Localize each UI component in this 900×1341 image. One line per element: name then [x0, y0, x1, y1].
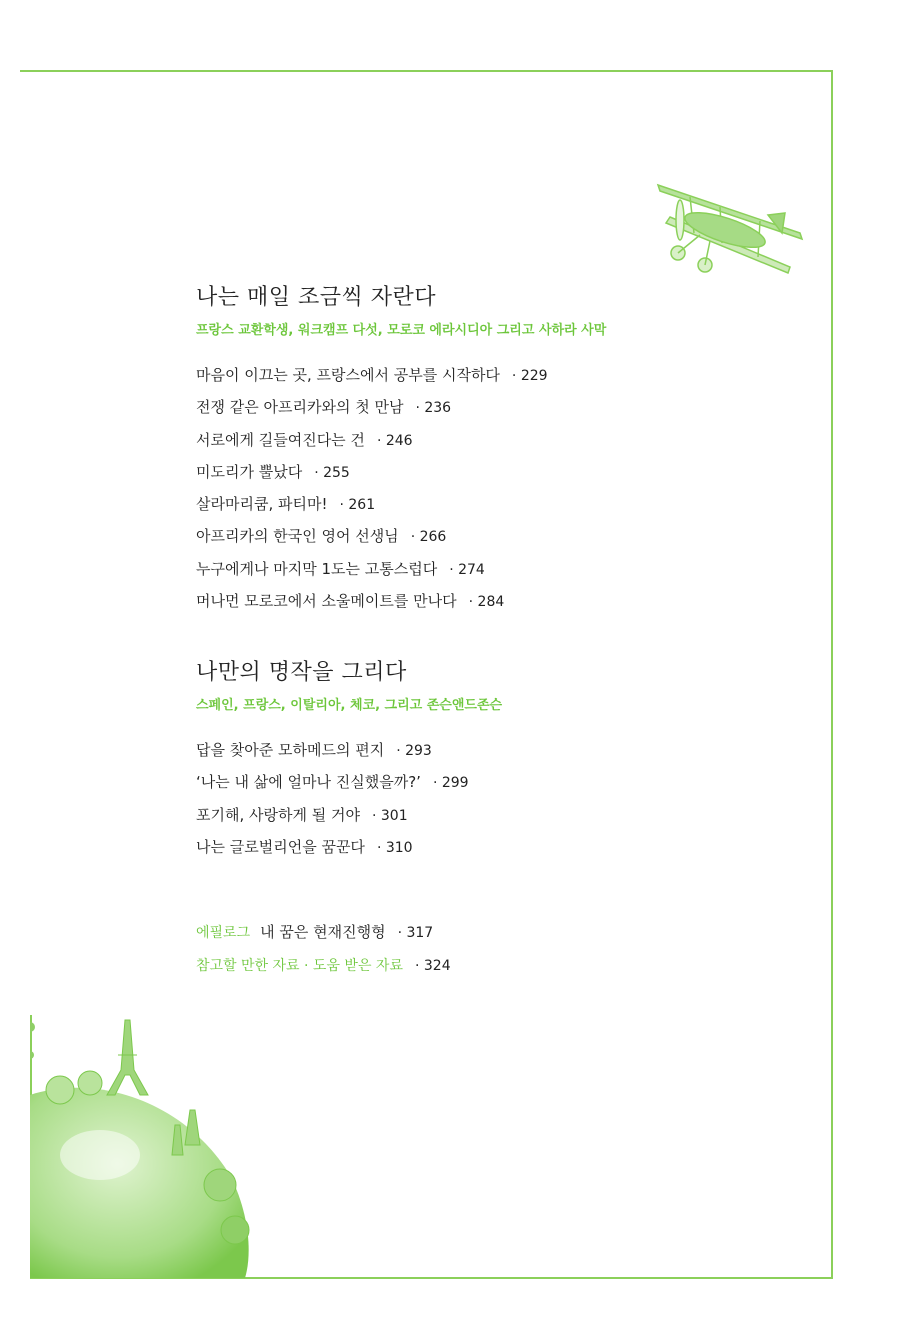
section-subtitle: 프랑스 교환학생, 워크캠프 다섯, 모로코 에라시디아 그리고 사하라 사막: [196, 323, 607, 338]
page-number: · 299: [433, 775, 469, 791]
entry-title: 미도리가 뿔났다: [196, 462, 303, 481]
toc-entry: [196, 425, 606, 457]
toc-entry: [196, 521, 606, 553]
page-number: · 261: [339, 497, 375, 513]
back-matter: [196, 916, 451, 982]
toc-entry: [196, 489, 606, 521]
globe-eiffel-tower-illustration: [30, 1015, 255, 1278]
toc-entry: [196, 800, 502, 832]
entry-title: 나는 글로벌리언을 꿈꾼다: [196, 837, 365, 856]
page-number: · 229: [512, 368, 548, 384]
page-number: · 255: [314, 465, 350, 481]
toc-entry: [196, 360, 606, 392]
entry-title: 답을 찾아준 모하메드의 편지: [196, 741, 385, 759]
frame-right-line: [831, 70, 833, 1279]
frame-top-line: [20, 70, 833, 72]
toc-list: [196, 735, 502, 864]
entry-title: 누구에게나 마지막 1도는 고통스럽다: [196, 559, 438, 578]
toc-section-1: [196, 280, 606, 618]
page-number: · 236: [415, 400, 451, 416]
toc-entry: [196, 392, 606, 424]
entry-title: 전쟁 같은 아프리카와의 첫 만남: [196, 398, 404, 417]
toc-entry: [196, 457, 606, 489]
section-title: 나만의 명작을 그리다: [196, 660, 407, 685]
page-number: · 274: [449, 562, 485, 578]
page-number: · 284: [469, 594, 505, 610]
toc-entry: [196, 586, 606, 618]
biplane-illustration: [650, 175, 815, 280]
page-number: · 301: [372, 808, 408, 824]
page-number: · 246: [377, 433, 413, 449]
entry-title: 살라마리쿰, 파티마!: [196, 495, 328, 514]
epilogue-title: 내 꿈은 현재진행형: [260, 923, 386, 941]
references-entry: [196, 949, 451, 982]
entry-title: 머나먼 모로코에서 소울메이트를 만나다: [196, 592, 457, 611]
toc-section-2: [196, 655, 502, 864]
toc-list: [196, 360, 606, 618]
section-subtitle: 스페인, 프랑스, 이탈리아, 체코, 그리고 존슨앤드존슨: [196, 698, 503, 713]
entry-title: 마음이 이끄는 곳, 프랑스에서 공부를 시작하다: [196, 366, 500, 384]
page-number: · 266: [411, 529, 447, 545]
page-number: · 310: [377, 840, 413, 856]
entry-title: 아프리카의 한국인 영어 선생님: [196, 527, 399, 546]
toc-entry: [196, 735, 502, 767]
entry-title: 서로에게 길들여진다는 건: [196, 430, 365, 449]
epilogue-label: 에필로그: [196, 925, 251, 941]
section-title: 나는 매일 조금씩 자란다: [196, 285, 437, 310]
entry-title: 포기해, 사랑하게 될 거야: [196, 805, 360, 824]
page-number: · 317: [398, 925, 434, 941]
toc-entry: [196, 832, 502, 864]
epilogue-entry: [196, 916, 451, 949]
page-number: · 293: [396, 743, 432, 759]
entry-title: ‘나는 내 삶에 얼마나 진실했을까?’: [196, 773, 421, 792]
toc-entry: [196, 767, 502, 799]
toc-entry: [196, 554, 606, 586]
page-number: · 324: [415, 958, 451, 974]
references-title: 참고할 만한 자료 · 도움 받은 자료: [196, 958, 403, 974]
